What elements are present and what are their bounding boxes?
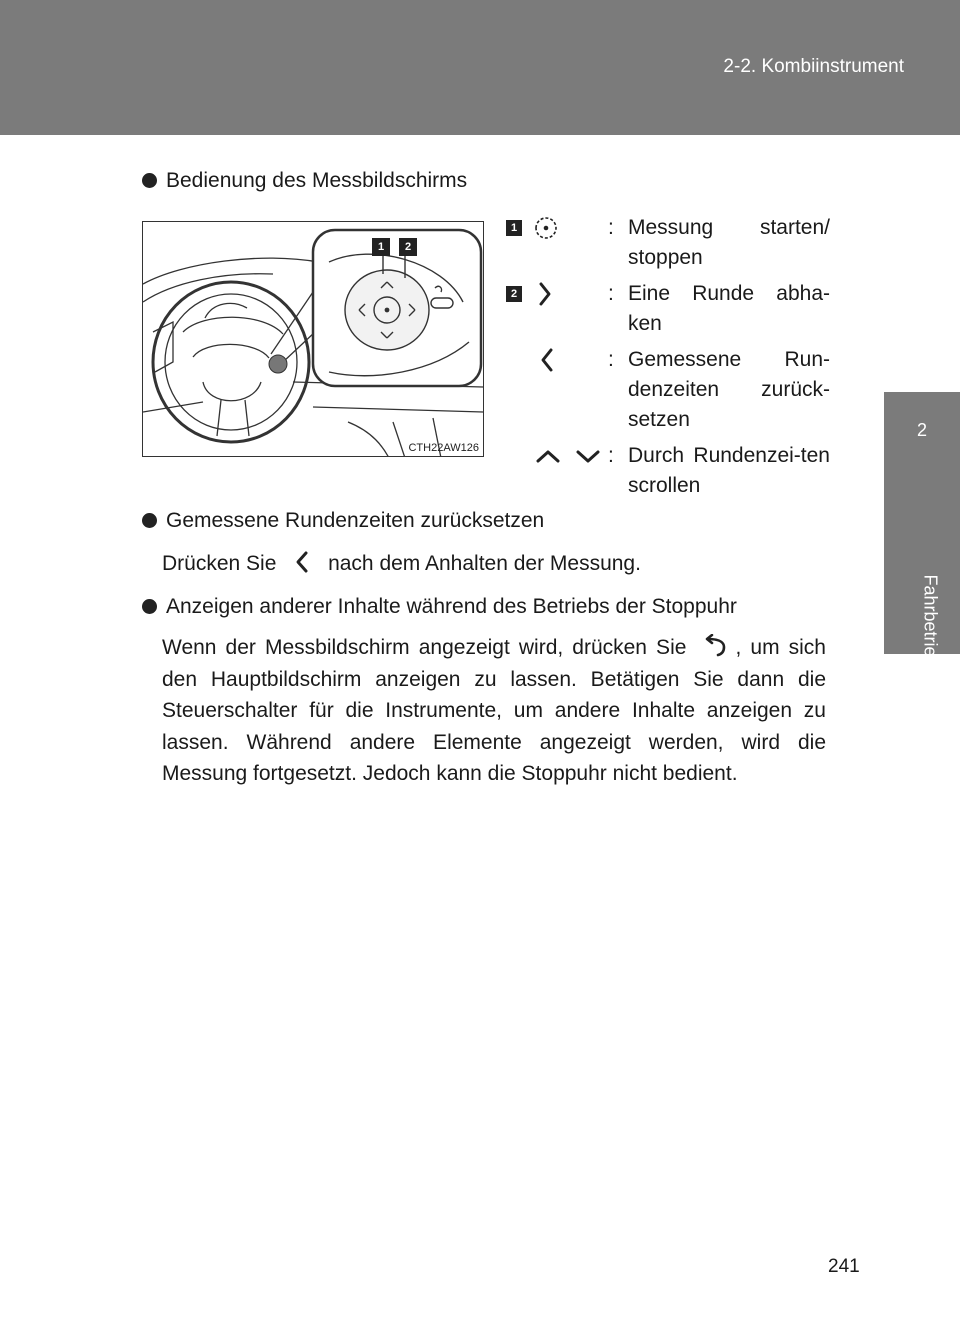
legend-icons [500, 279, 608, 309]
chapter-label: Fahrbetrieb [920, 574, 941, 667]
bullet-operation-text: Bedienung des Messbildschirms [166, 169, 468, 192]
page-number: 241 [828, 1256, 860, 1277]
badge-2: 2 [506, 286, 522, 302]
legend-icons [500, 441, 608, 471]
chevron-left-icon [538, 347, 556, 373]
legend-row-start-stop [500, 213, 830, 275]
center-dot-button-icon [532, 215, 560, 241]
badge-1: 1 [506, 220, 522, 236]
figure-badge-1: 1 [377, 241, 385, 253]
chevron-left-icon [282, 550, 322, 574]
chapter-number: 2 [916, 420, 927, 440]
paragraph-reset-before: Drücken Sie [162, 552, 277, 575]
bullet-other-content-text: Anzeigen anderer Inhalte während des Betriebs der Stoppuhr [166, 595, 737, 618]
legend-colon: : [608, 282, 614, 305]
legend-row-scroll [500, 441, 830, 503]
paragraph-other-content [162, 632, 826, 790]
section-title: 2-2. Kombiinstrument [723, 56, 904, 77]
legend-description: Eine Runde abha-ken [628, 282, 830, 335]
legend-icons [500, 213, 608, 243]
bullet-other-content [142, 592, 737, 622]
chevron-up-down-icon [534, 444, 606, 468]
page-header [0, 0, 960, 135]
bullet-dot [142, 599, 157, 614]
steering-wheel-illustration [142, 221, 484, 457]
figure-badge-2: 2 [404, 241, 412, 253]
paragraph-other-after: , um sich den Hauptbildschirm anzeigen zu lassen. Betätigen Sie dann die Steuerschalter für die Instrumente, um andere Inhalte anzeigen zu lassen. Während andere Elemente angezeigt werden, wird die Messung fortgesetzt. Jedoch kann die Stoppuhr nicht bedient. [162, 636, 826, 785]
paragraph-other-before: Wenn der Messbildschirm angezeigt wird, drücken Sie [162, 636, 687, 659]
legend-description: Gemessene Run-denzeiten zurück-setzen [628, 348, 830, 431]
legend-colon: : [608, 216, 614, 239]
bullet-operation [142, 166, 467, 196]
legend-colon: : [608, 348, 614, 371]
paragraph-reset [162, 548, 826, 580]
legend-colon: : [608, 444, 614, 467]
legend-row-lap [500, 279, 830, 341]
legend-description: Messung starten/ stoppen [628, 216, 830, 269]
bullet-dot [142, 173, 157, 188]
chapter-label-wrap [884, 574, 960, 667]
legend-description: Durch Rundenzei-ten scrollen [628, 444, 830, 497]
steering-wheel-drawing [143, 222, 484, 457]
bullet-reset-text: Gemessene Rundenzeiten zurücksetzen [166, 509, 545, 532]
chapter-tab [884, 392, 960, 667]
back-arrow-icon [696, 634, 736, 658]
paragraph-reset-after: nach dem Anhalten der Messung. [328, 552, 641, 575]
legend-icons [500, 345, 608, 375]
bullet-reset [142, 506, 544, 536]
legend-row-reset [500, 345, 830, 437]
bullet-dot [142, 513, 157, 528]
chevron-right-icon [536, 281, 554, 307]
figure-code: CTH22AW126 [408, 442, 479, 454]
